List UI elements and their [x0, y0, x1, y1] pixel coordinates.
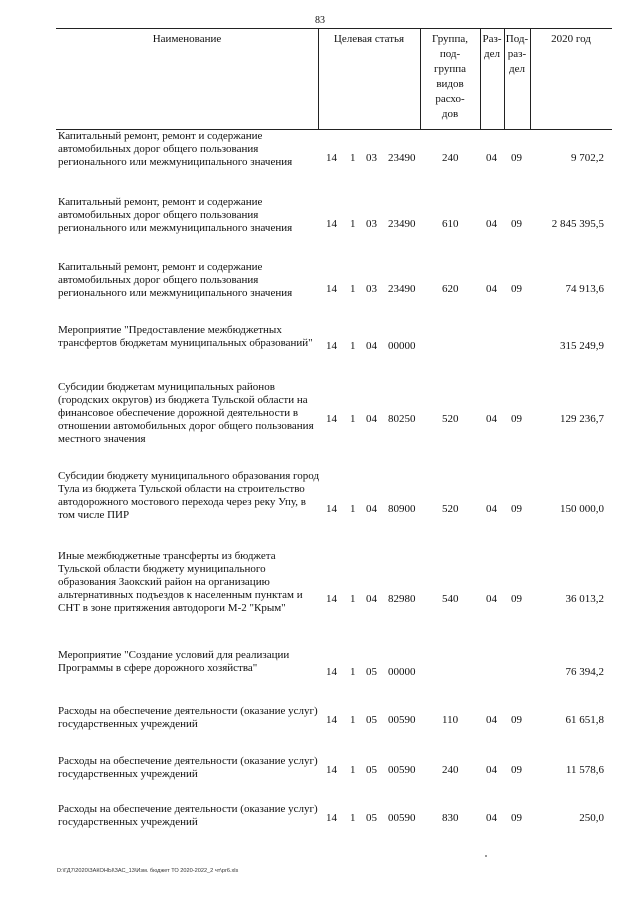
- row-program: 14: [326, 593, 337, 605]
- table-row: [58, 550, 610, 645]
- row-group: 540: [442, 593, 459, 605]
- header-group-line: Группа,: [432, 33, 468, 45]
- row-code: 00590: [388, 812, 416, 824]
- row-name: Иные межбюджетные трансферты из бюджета Тульской области бюджету муниципального образования Заокский район на организацию альтернативных подъездов к населенным пунктам и СНТ в зоне притяжения автодороги М-2 "Крым": [58, 550, 303, 614]
- row-program: 14: [326, 413, 337, 425]
- row-subprogram: 1: [350, 812, 356, 824]
- row-subsection: 09: [511, 812, 522, 824]
- table-row: [58, 470, 610, 545]
- header-group-line: расхо-: [435, 93, 465, 105]
- row-program: 14: [326, 152, 337, 164]
- row-name: Капитальный ремонт, ремонт и содержание автомобильных дорог общего пользования регионального или межмуниципального значения: [58, 130, 293, 168]
- row-code: 00000: [388, 340, 416, 352]
- row-subprogram: 1: [350, 764, 356, 776]
- row-subprogram: 1: [350, 593, 356, 605]
- scan-speck: [485, 855, 487, 857]
- row-section: 04: [486, 283, 497, 295]
- header-subsection-line: дел: [509, 63, 525, 75]
- row-subsection: 09: [511, 152, 522, 164]
- header-year: 2020 год: [551, 33, 591, 45]
- header-subsection: [504, 32, 530, 77]
- header-name: Наименование: [152, 33, 222, 45]
- row-program: 14: [326, 218, 337, 230]
- table-row: [58, 130, 610, 190]
- row-amount: 61 651,8: [565, 714, 604, 726]
- table-row: [58, 261, 610, 321]
- row-section: 04: [486, 413, 497, 425]
- table-row: [58, 705, 610, 741]
- header-group-line: под-: [439, 48, 461, 60]
- row-code: 23490: [388, 283, 416, 295]
- row-group: 520: [442, 413, 459, 425]
- footer-file-path: D:\ГД7\2020\ЗАКОНЫ\ЗАС_13\Изм. бюджет ТО 2020-2022_2 чт\pr6.xls: [57, 868, 239, 874]
- row-name: Субсидии бюджету муниципального образования город Тула из бюджета Тульской области на строительство автодорожного мостового перехода через реку Упу, в том числе ПИР: [58, 470, 320, 521]
- table-row: [58, 324, 610, 372]
- row-subsection: 09: [511, 218, 522, 230]
- header-target: Целевая статья: [333, 33, 405, 45]
- row-subsection: 09: [511, 764, 522, 776]
- row-amount: 150 000,0: [560, 503, 604, 515]
- row-subprogram: 1: [350, 413, 356, 425]
- row-subprogram: 1: [350, 218, 356, 230]
- header-group: [420, 32, 480, 122]
- row-name: Расходы на обеспечение деятельности (оказание услуг) государственных учреждений: [58, 705, 318, 730]
- row-program: 14: [326, 503, 337, 515]
- row-section: 04: [486, 593, 497, 605]
- row-group: 830: [442, 812, 459, 824]
- row-subprogram: 1: [350, 283, 356, 295]
- table-row: [58, 755, 610, 791]
- row-code: 00590: [388, 714, 416, 726]
- row-section: 04: [486, 152, 497, 164]
- row-measure: 03: [366, 152, 377, 164]
- row-subprogram: 1: [350, 340, 356, 352]
- row-subsection: 09: [511, 593, 522, 605]
- row-measure: 04: [366, 413, 377, 425]
- row-name: Капитальный ремонт, ремонт и содержание автомобильных дорог общего пользования регионального или межмуниципального значения: [58, 261, 293, 299]
- row-program: 14: [326, 340, 337, 352]
- row-code: 00000: [388, 666, 416, 678]
- table-row: [58, 649, 610, 697]
- header-section-line: дел: [484, 48, 500, 60]
- row-name: Мероприятие "Создание условий для реализации Программы в сфере дорожного хозяйства": [58, 649, 290, 674]
- row-program: 14: [326, 666, 337, 678]
- row-amount: 315 249,9: [560, 340, 604, 352]
- row-measure: 05: [366, 764, 377, 776]
- row-subsection: 09: [511, 283, 522, 295]
- table-row: [58, 803, 610, 839]
- row-section: 04: [486, 812, 497, 824]
- header-subsection-line: Под-: [505, 33, 529, 45]
- row-code: 00590: [388, 764, 416, 776]
- row-measure: 04: [366, 340, 377, 352]
- row-subprogram: 1: [350, 714, 356, 726]
- row-section: 04: [486, 218, 497, 230]
- row-program: 14: [326, 812, 337, 824]
- row-amount: 9 702,2: [571, 152, 604, 164]
- row-measure: 05: [366, 666, 377, 678]
- row-measure: 03: [366, 218, 377, 230]
- table-row: [58, 196, 610, 256]
- row-program: 14: [326, 714, 337, 726]
- row-code: 80900: [388, 503, 416, 515]
- row-amount: 76 394,2: [565, 666, 604, 678]
- row-code: 23490: [388, 152, 416, 164]
- row-name: Расходы на обеспечение деятельности (оказание услуг) государственных учреждений: [58, 755, 318, 780]
- header-subsection-line: раз-: [507, 48, 527, 60]
- header-group-line: дов: [441, 108, 459, 120]
- page-number: 83: [315, 15, 325, 26]
- row-measure: 04: [366, 503, 377, 515]
- header-group-line: видов: [436, 78, 464, 90]
- row-amount: 250,0: [579, 812, 604, 824]
- row-group: 620: [442, 283, 459, 295]
- row-code: 23490: [388, 218, 416, 230]
- row-program: 14: [326, 764, 337, 776]
- row-group: 240: [442, 764, 459, 776]
- row-subsection: 09: [511, 413, 522, 425]
- row-amount: 2 845 395,5: [551, 218, 604, 230]
- row-measure: 04: [366, 593, 377, 605]
- row-name: Капитальный ремонт, ремонт и содержание автомобильных дорог общего пользования регионального или межмуниципального значения: [58, 196, 293, 234]
- row-measure: 03: [366, 283, 377, 295]
- header-section-line: Раз-: [482, 33, 502, 45]
- row-subsection: 09: [511, 714, 522, 726]
- row-name: Мероприятие "Предоставление межбюджетных трансфертов бюджетам муниципальных образований": [58, 324, 313, 349]
- row-amount: 129 236,7: [560, 413, 604, 425]
- row-amount: 74 913,6: [565, 283, 604, 295]
- row-section: 04: [486, 764, 497, 776]
- row-name: Субсидии бюджетам муниципальных районов (городских округов) из бюджета Тульской области на финансовое обеспечение дорожной деятельности в отношении автомобильных дорог общего пользования местного значения: [58, 381, 314, 445]
- row-section: 04: [486, 714, 497, 726]
- row-name: Расходы на обеспечение деятельности (оказание услуг) государственных учреждений: [58, 803, 318, 828]
- table-header: [56, 28, 612, 130]
- row-group: 520: [442, 503, 459, 515]
- table-row: [58, 381, 610, 456]
- row-group: 610: [442, 218, 459, 230]
- header-group-line: группа: [433, 63, 467, 75]
- row-subprogram: 1: [350, 152, 356, 164]
- row-amount: 11 578,6: [565, 764, 604, 776]
- row-group: 240: [442, 152, 459, 164]
- row-code: 82980: [388, 593, 416, 605]
- row-section: 04: [486, 503, 497, 515]
- row-subsection: 09: [511, 503, 522, 515]
- row-measure: 05: [366, 812, 377, 824]
- row-amount: 36 013,2: [565, 593, 604, 605]
- row-subprogram: 1: [350, 503, 356, 515]
- row-subprogram: 1: [350, 666, 356, 678]
- row-code: 80250: [388, 413, 416, 425]
- row-group: 110: [442, 714, 459, 726]
- header-section: [480, 32, 504, 62]
- row-program: 14: [326, 283, 337, 295]
- row-measure: 05: [366, 714, 377, 726]
